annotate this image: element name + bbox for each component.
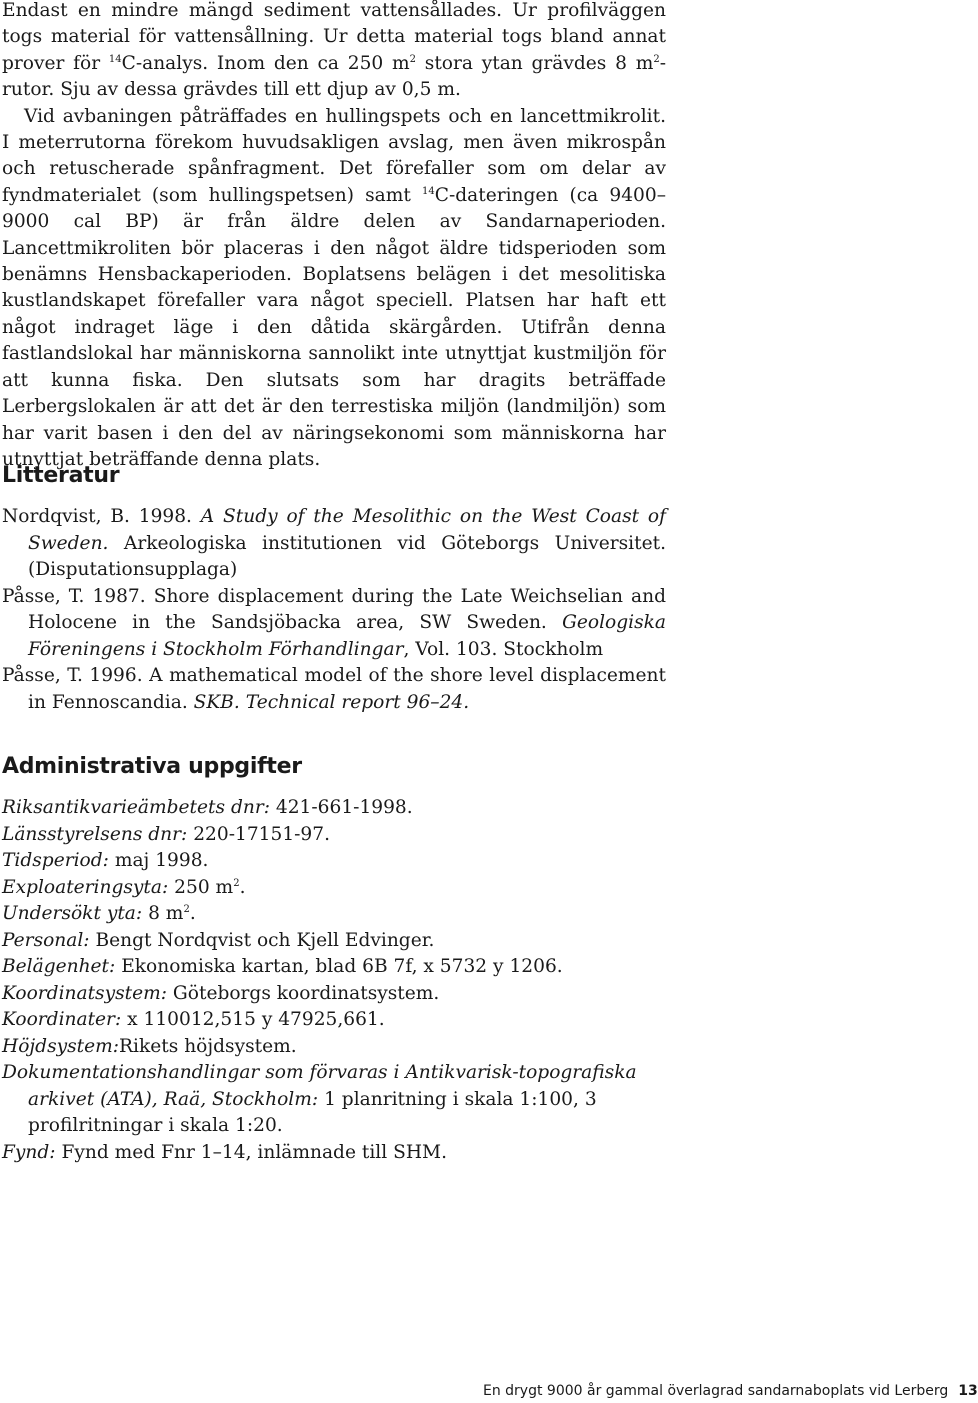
- reference-title: Geologiska Föreningens i Stockholm Förhandlingar: [28, 612, 666, 660]
- paragraph-1-text-b: C-analys. Inom den ca 250 m: [121, 52, 410, 74]
- reference-text: Påsse, T. 1996. A mathematical model of the shore level displacement in Fennoscandia.: [2, 665, 666, 713]
- reference-item: [2, 584, 666, 664]
- admin-key: Fynd:: [2, 1141, 56, 1163]
- admin-heading: Administrativa uppgifter: [2, 754, 302, 779]
- admin-row: [2, 954, 666, 981]
- page-footer: [483, 1381, 978, 1401]
- reference-text: Arkeologiska institutionen vid Göteborgs Universitet. (Disputationsupplaga): [28, 532, 666, 580]
- reference-list: [2, 504, 666, 716]
- admin-details: [2, 795, 666, 1166]
- admin-row: [2, 1140, 666, 1167]
- admin-value: 220-17151-97.: [187, 823, 330, 845]
- paragraph-2: [2, 104, 666, 474]
- admin-row: [2, 901, 666, 928]
- superscript: 14: [108, 53, 122, 65]
- admin-key: Höjdsystem:: [2, 1035, 120, 1057]
- superscript: 14: [421, 185, 435, 197]
- page-number: 13: [958, 1383, 978, 1399]
- admin-row: [2, 1007, 666, 1034]
- admin-value: x 110012,515 y 47925,661.: [121, 1009, 385, 1030]
- paragraph-1-text-c: stora ytan grävdes 8 m: [416, 52, 654, 74]
- admin-key: Koordinater:: [2, 1009, 122, 1030]
- admin-row: [2, 795, 666, 822]
- admin-value: 250 m: [168, 876, 234, 898]
- running-title: En drygt 9000 år gammal överlagrad sandarnaboplats vid Lerberg: [483, 1383, 949, 1399]
- admin-value: Bengt Nordqvist och Kjell Edvinger.: [89, 929, 435, 951]
- paragraph-1-text-d: -rutor. Sju av dessa grävdes till ett djup av 0,5 m.: [2, 52, 667, 101]
- admin-value: Ekonomiska kartan, blad 6B 7f, x 5732 y 1206.: [115, 956, 563, 977]
- admin-value: Rikets höjdsystem.: [119, 1035, 297, 1057]
- admin-key: Dokumentationshandlingar som förvaras i Antikvarisk-topografiska arkivet (ATA), Raä, Stockholm:: [2, 1062, 637, 1110]
- admin-row: [2, 848, 666, 875]
- paragraph-2-text-b: C-dateringen (ca 9400–9000 cal BP) är från äldre delen av Sandarnaperioden. Lancettmikroliten bör placeras i den något äldre tidsperioden som benämns Hensbackaperioden. Boplatsens belägen i det mesolitiska kustlandskapet förefaller vara något speciell. Platsen har haft ett något indraget läge i den dåtida skärgården. Utifrån denna fastlandslokal har människorna sannolikt inte utnyttjat kustmiljön för att kunna fiska. Den slutsats som har dragits beträffade Lerbergslokalen är att det är den terrestiska miljön (landmiljön) som har varit basen i den del av näringsekonomi som människorna har utnyttjat beträffande denna plats.: [2, 184, 666, 470]
- admin-value-end: .: [189, 903, 196, 924]
- admin-value: Fynd med Fnr 1–14, inlämnade till SHM.: [55, 1141, 447, 1163]
- paragraph-1-text-a: Endast en mindre mängd sediment vattensållades. Ur profilväggen togs material för vattensållning. Ur detta material togs bland annat prover för: [2, 0, 666, 74]
- admin-key: Undersökt yta:: [2, 903, 143, 924]
- superscript: 2: [233, 877, 240, 889]
- superscript: 2: [653, 53, 660, 65]
- reference-title: SKB. Technical report 96–24.: [193, 691, 470, 713]
- admin-key: Tidsperiod:: [2, 850, 109, 871]
- reference-item: [2, 504, 666, 584]
- admin-row: [2, 875, 666, 902]
- admin-row: [2, 981, 666, 1008]
- admin-key: Belägenhet:: [2, 956, 116, 977]
- admin-value: 1 planritning i skala 1:100, 3 profilritningar i skala 1:20.: [28, 1088, 597, 1136]
- admin-value: 421-661-1998.: [269, 797, 413, 818]
- literature-heading: Litteratur: [2, 463, 120, 488]
- superscript: 2: [183, 904, 190, 915]
- reference-text: Nordqvist, B. 1998.: [2, 506, 201, 527]
- admin-key: Koordinatsystem:: [2, 982, 168, 1004]
- admin-key: Riksantikvarieämbetets dnr:: [2, 797, 270, 818]
- admin-key: Länsstyrelsens dnr:: [2, 823, 188, 845]
- admin-key: Personal:: [2, 929, 90, 951]
- admin-value: Göteborgs koordinatsystem.: [167, 982, 440, 1004]
- admin-key: Exploateringsyta:: [2, 876, 169, 898]
- reference-item: [2, 663, 666, 716]
- admin-row: [2, 1060, 666, 1140]
- admin-value: 8 m: [142, 903, 184, 924]
- superscript: 2: [409, 53, 417, 65]
- admin-row: [2, 928, 666, 955]
- body-text: [2, 0, 666, 473]
- paragraph-2-text-a: Vid avbaningen påträffades en hullingspets och en lancettmikrolit. I meterrutorna förekom huvudsakligen avslag, men även mikrospån och retuscherade spånfragment. Det förefaller som om delar av fyndmaterialet (som hullingspetsen) samt: [2, 105, 666, 206]
- reference-text: , Vol. 103. Stockholm: [403, 638, 604, 660]
- admin-value: maj 1998.: [108, 850, 209, 871]
- reference-title: A Study of the Mesolithic on the West Coast of Sweden.: [28, 506, 666, 554]
- admin-row: [2, 1034, 666, 1061]
- admin-row: [2, 822, 666, 849]
- reference-text: Påsse, T. 1987. Shore displacement during the Late Weichselian and Holocene in the Sandsjöbacka area, SW Sweden.: [2, 585, 666, 633]
- admin-value-end: .: [239, 876, 246, 898]
- paragraph-1: [2, 0, 666, 104]
